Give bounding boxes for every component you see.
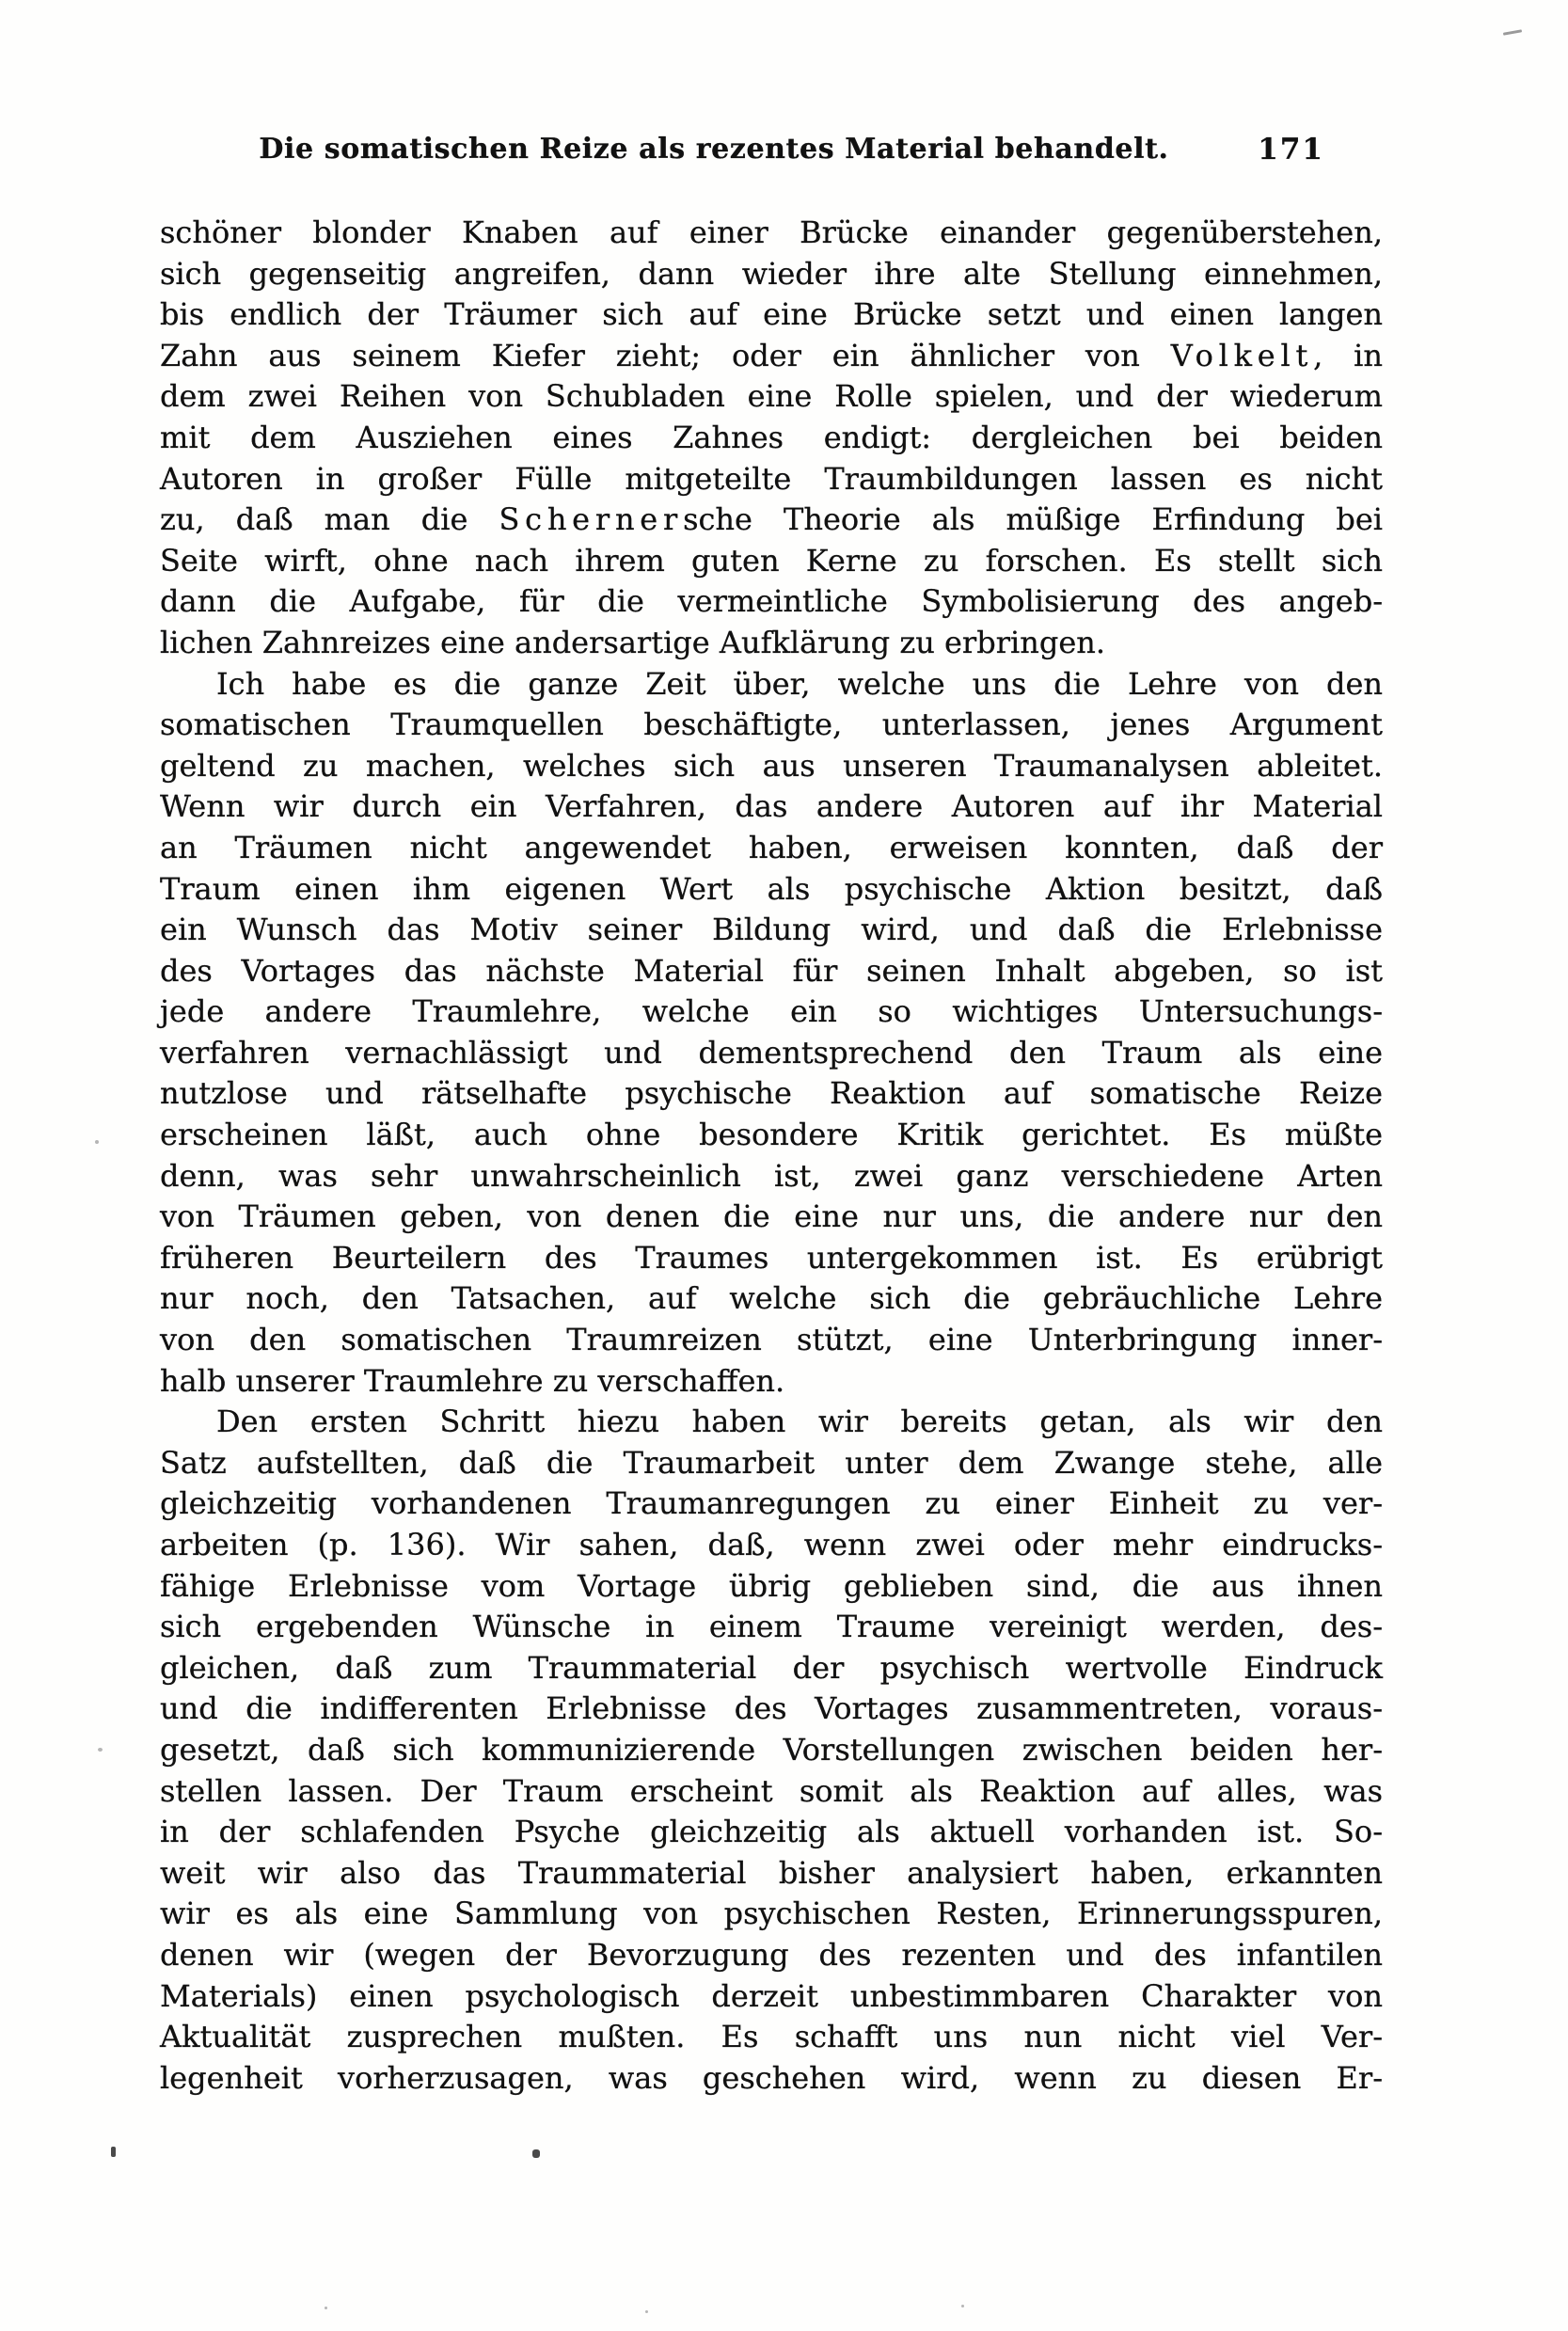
text-line: Wenn wir durch ein Verfahren, das andere Autoren auf ihr Material: [160, 788, 1383, 825]
letterspaced-word: Scherner: [499, 501, 684, 538]
text-line: gesetzt, daß sich kommunizierende Vorstellungen zwischen beiden her-: [160, 1731, 1383, 1768]
scan-artifact: [532, 2149, 540, 2158]
text-line: wir es als eine Sammlung von psychischen Resten, Erinnerungsspuren,: [160, 1895, 1383, 1932]
text-line: dann die Aufgabe, für die vermeintliche Symbolisierung des angeb-: [160, 583, 1383, 620]
scan-artifact: [325, 2307, 327, 2309]
text-line: Ich habe es die ganze Zeit über, welche uns die Lehre von den: [216, 665, 1383, 702]
text-line: denen wir (wegen der Bevorzugung des rezenten und des infantilen: [160, 1936, 1383, 1973]
text-line: dem zwei Reihen von Schubladen eine Rolle spielen, und der wiederum: [160, 378, 1383, 415]
page-number: 171: [1258, 133, 1324, 166]
text-line: Zahn aus seinem Kiefer zieht; oder ein ähnlicher von Volkelt, in: [160, 337, 1383, 373]
text-line: denn, was sehr unwahrscheinlich ist, zwei ganz verschiedene Arten: [160, 1157, 1383, 1194]
text-line: halb unserer Traumlehre zu verschaffen.: [160, 1362, 785, 1399]
text-line: nur noch, den Tatsachen, auf welche sich die gebräuchliche Lehre: [160, 1280, 1383, 1317]
text-line: erscheinen läßt, auch ohne besondere Kritik gerichtet. Es müßte: [160, 1117, 1383, 1153]
scan-artifact: [1503, 29, 1522, 35]
text-line: somatischen Traumquellen beschäftigte, unterlassen, jenes Argument: [160, 706, 1383, 743]
text-line: an Träumen nicht angewendet haben, erweisen konnten, daß der: [160, 829, 1383, 865]
text-line: stellen lassen. Der Traum erscheint somit als Reaktion auf alles, was: [160, 1772, 1383, 1809]
text-line: Traum einen ihm eigenen Wert als psychische Aktion besitzt, daß: [160, 870, 1383, 907]
scan-artifact: [111, 2147, 116, 2157]
text-line: Materials) einen psychologisch derzeit unbestimmbaren Charakter von: [160, 1977, 1383, 2014]
text-line: schöner blonder Knaben auf einer Brücke einander gegenüberstehen,: [160, 214, 1383, 250]
text-line: früheren Beurteilern des Traumes untergekommen ist. Es erübrigt: [160, 1239, 1383, 1276]
text-line: lichen Zahnreizes eine andersartige Aufklärung zu erbringen.: [160, 624, 1106, 660]
text-line: arbeiten (p. 136). Wir sahen, daß, wenn zwei oder mehr eindrucks-: [160, 1527, 1383, 1562]
text-line: geltend zu machen, welches sich aus unseren Traumanalysen ableitet.: [160, 747, 1383, 784]
text-line: des Vortages das nächste Material für seinen Inhalt abgeben, so ist: [160, 952, 1383, 989]
text-line: ein Wunsch das Motiv seiner Bildung wird, und daß die Erlebnisse: [160, 912, 1383, 948]
text-line: legenheit vorherzusagen, was geschehen wird, wenn zu diesen Er-: [160, 2059, 1383, 2096]
text-line: gleichzeitig vorhandenen Traumanregungen zu einer Einheit zu ver-: [160, 1485, 1383, 1522]
text-line: gleichen, daß zum Traummaterial der psychisch wertvolle Eindruck: [160, 1649, 1383, 1686]
scan-artifact: [961, 2305, 964, 2307]
text-block: [160, 213, 1383, 2099]
page-header: [160, 133, 1383, 176]
text-line: jede andere Traumlehre, welche ein so wichtiges Untersuchungs-: [160, 993, 1383, 1030]
text-line: Aktualität zusprechen mußten. Es schafft uns nun nicht viel Ver-: [160, 2019, 1383, 2055]
text-line: von Träumen geben, von denen die eine nur uns, die andere nur den: [160, 1198, 1383, 1235]
text-line: Satz aufstellten, daß die Traumarbeit unter dem Zwange stehe, alle: [160, 1444, 1383, 1481]
scan-artifact: [95, 1140, 99, 1144]
text-line: weit wir also das Traummaterial bisher analysiert haben, erkannten: [160, 1854, 1383, 1891]
text-line: Seite wirft, ohne nach ihrem guten Kerne zu forschen. Es stellt sich: [160, 542, 1383, 579]
scan-artifact: [645, 2310, 648, 2313]
text-line: bis endlich der Träumer sich auf eine Brücke setzt und einen langen: [160, 296, 1383, 333]
text-line: von den somatischen Traumreizen stützt, eine Unterbringung inner-: [160, 1322, 1383, 1358]
letterspaced-word: Volkelt: [1170, 337, 1314, 373]
text-line: sich gegenseitig angreifen, dann wieder ihre alte Stellung einnehmen,: [160, 255, 1383, 292]
text-line: in der schlafenden Psyche gleichzeitig als aktuell vorhanden ist. So-: [160, 1814, 1383, 1850]
scan-artifact: [98, 1748, 103, 1752]
text-line: und die indifferenten Erlebnisse des Vortages zusammentreten, voraus-: [160, 1690, 1383, 1727]
text-line: mit dem Ausziehen eines Zahnes endigt: dergleichen bei beiden: [160, 419, 1383, 455]
text-line: fähige Erlebnisse vom Vortage übrig geblieben sind, die aus ihnen: [160, 1567, 1383, 1604]
text-line: nutzlose und rätselhafte psychische Reaktion auf somatische Reize: [160, 1075, 1383, 1112]
text-line: zu, daß man die Schernersche Theorie als müßige Erfindung bei: [160, 501, 1383, 538]
text-line: sich ergebenden Wünsche in einem Traume vereinigt werden, des-: [160, 1609, 1383, 1645]
text-line: Den ersten Schritt hiezu haben wir bereits getan, als wir den: [216, 1403, 1383, 1440]
text-line: Autoren in großer Fülle mitgeteilte Traumbildungen lassen es nicht: [160, 460, 1383, 497]
running-title: Die somatischen Reize als rezentes Material behandelt.: [259, 133, 1169, 166]
text-line: verfahren vernachlässigt und dementsprechend den Traum als eine: [160, 1034, 1383, 1070]
